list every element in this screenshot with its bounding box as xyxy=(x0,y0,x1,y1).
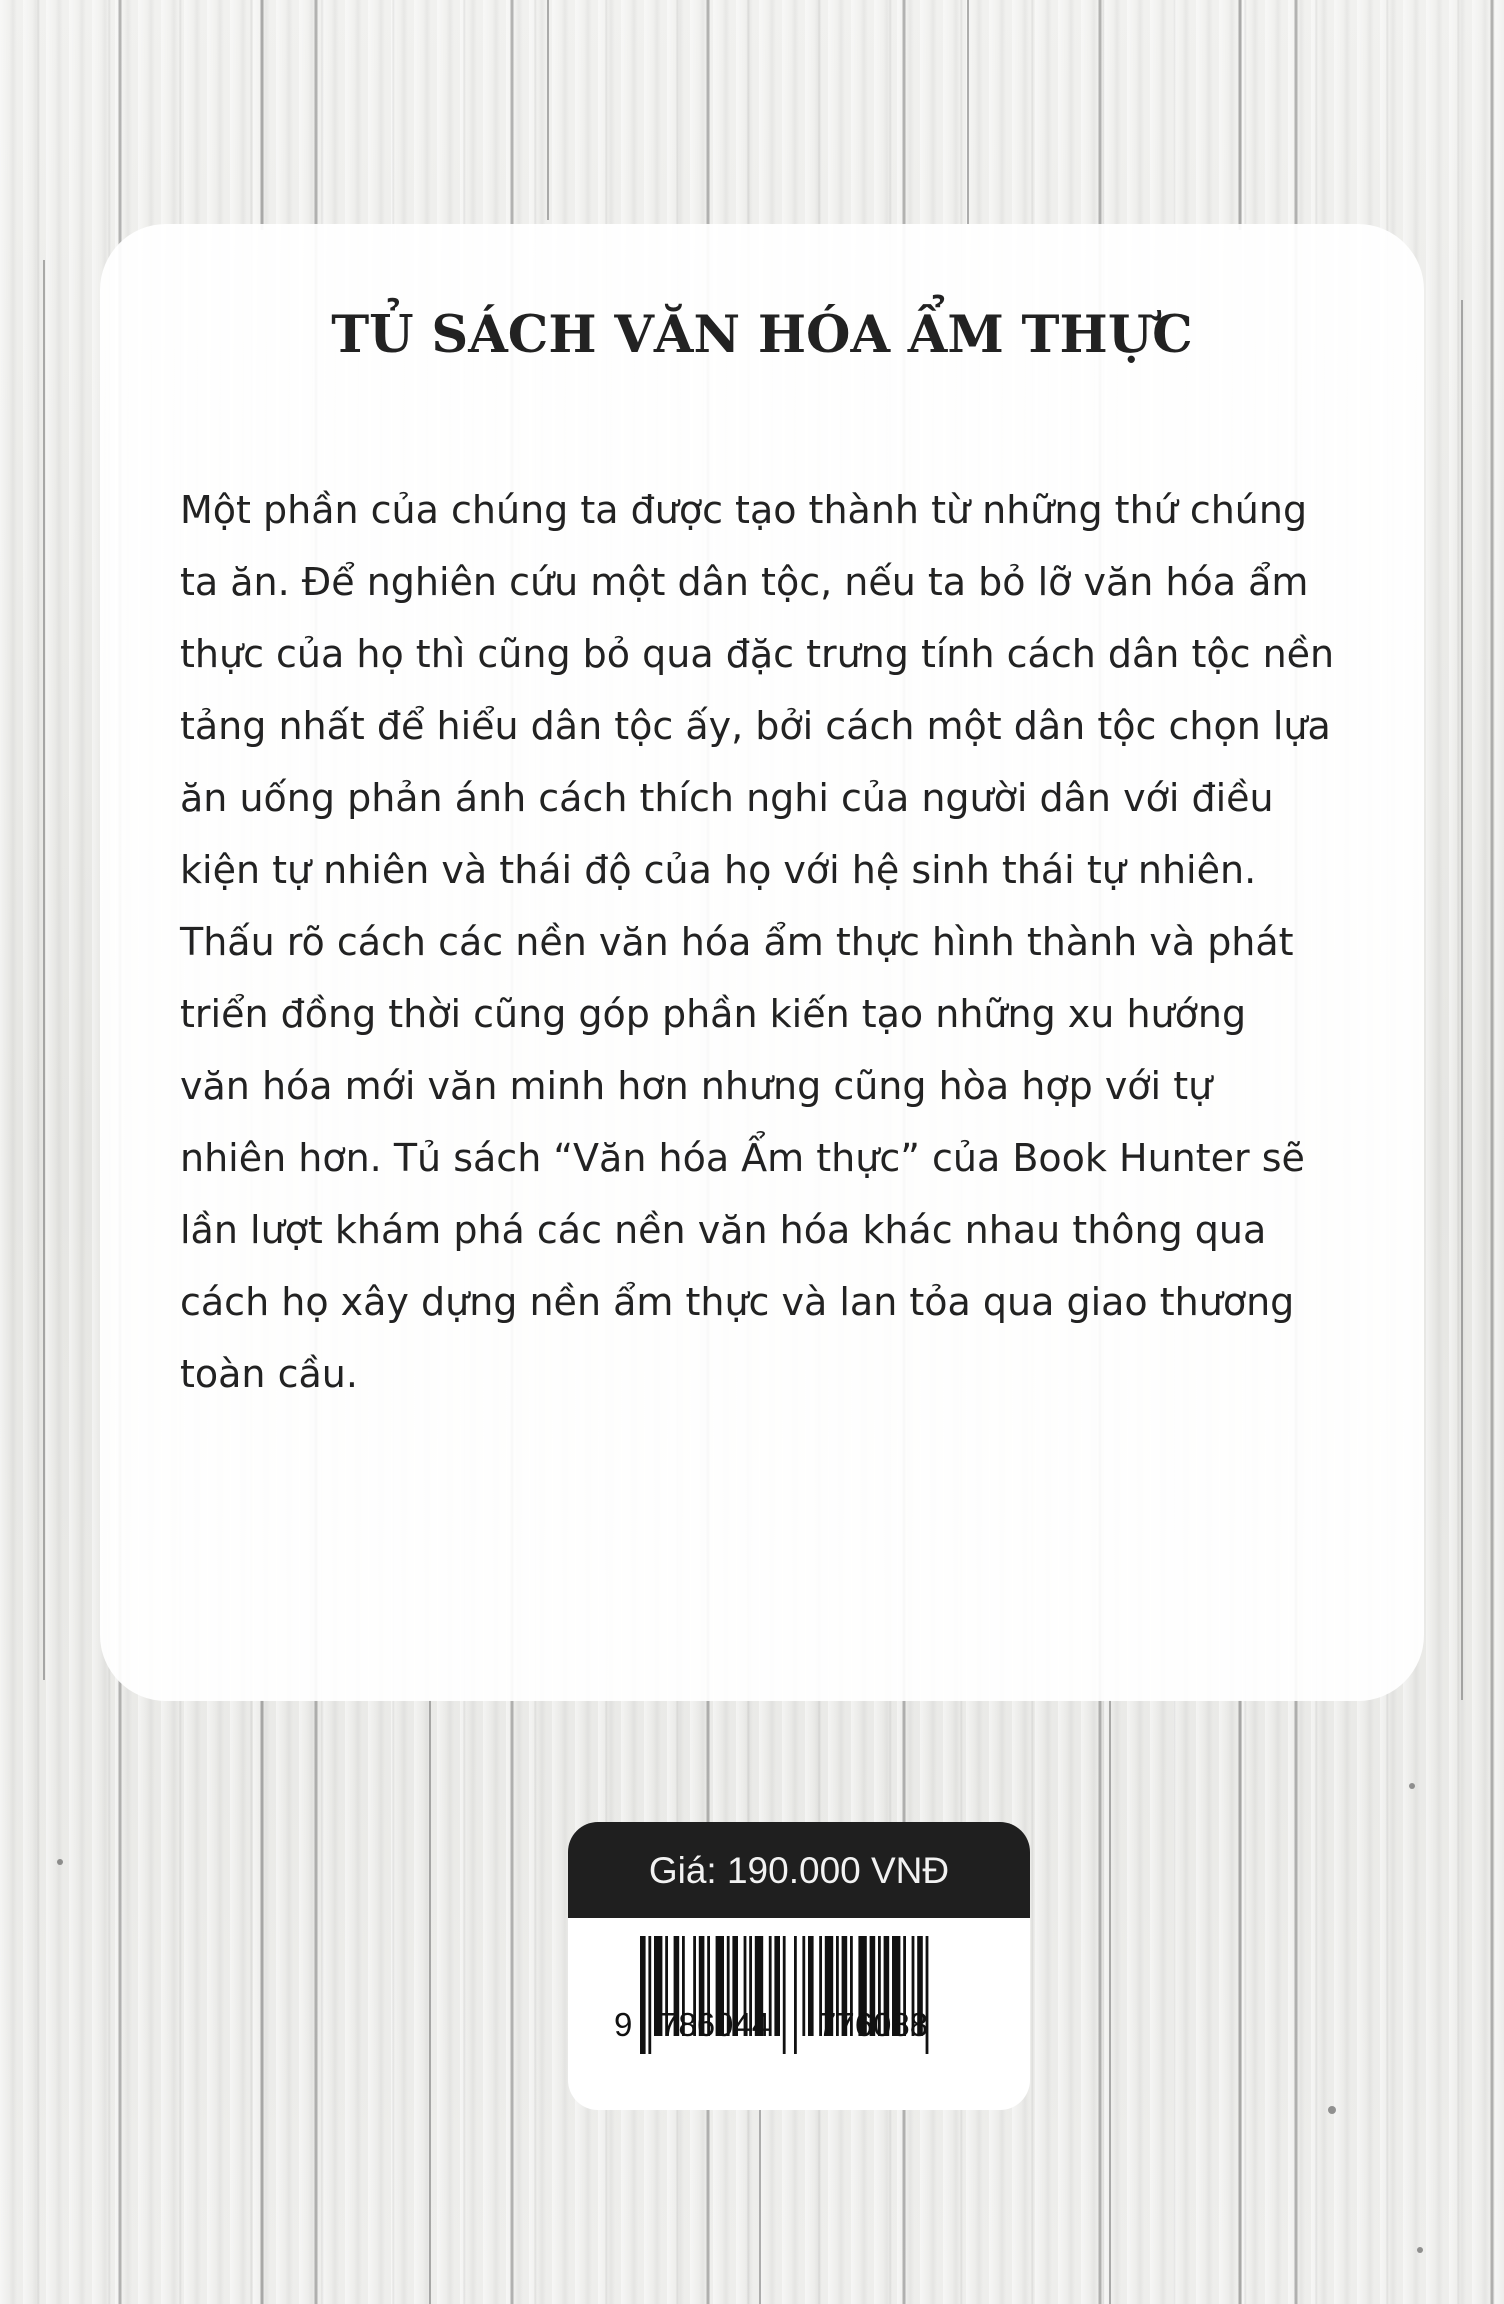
isbn-digit-first: 9 xyxy=(614,2006,633,2043)
description-line: tảng nhất để hiểu dân tộc ấy, bởi cách một dân tộc chọn lựa xyxy=(180,704,1331,748)
barcode-bar xyxy=(808,1936,814,2036)
description-line: toàn cầu. xyxy=(180,1352,358,1396)
description-line: kiện tự nhiên và thái độ của họ với hệ sinh thái tự nhiên. xyxy=(180,848,1257,892)
series-description xyxy=(180,474,1350,1410)
description-line: nhiên hơn. Tủ sách “Văn hóa Ẩm thực” của Book Hunter sẽ xyxy=(180,1136,1305,1180)
description-line: ta ăn. Để nghiên cứu một dân tộc, nếu ta bỏ lỡ văn hóa ẩm xyxy=(180,560,1309,604)
isbn-digits-left: 786044 xyxy=(660,2006,771,2043)
barcode-bar xyxy=(802,1936,805,2036)
barcode-bar xyxy=(648,1936,651,2054)
description-line: triển đồng thời cũng góp phần kiến tạo những xu hướng xyxy=(180,992,1247,1036)
description-line: văn hóa mới văn minh hơn nhưng cũng hòa hợp với tự xyxy=(180,1064,1213,1108)
description-line: cách họ xây dựng nền ẩm thực và lan tỏa qua giao thương xyxy=(180,1280,1295,1324)
series-title: TỦ SÁCH VĂN HÓA ẨM THỰC xyxy=(331,305,1193,365)
isbn-digits-right: 776088 xyxy=(818,2006,929,2043)
price-label: Giá: 190.000 VNĐ xyxy=(648,1850,950,1891)
description-line: ăn uống phản ánh cách thích nghi của người dân với điều xyxy=(180,776,1274,820)
description-line: lần lượt khám phá các nền văn hóa khác nhau thông qua xyxy=(180,1208,1267,1252)
description-line: Thấu rõ cách các nền văn hóa ẩm thực hình thành và phát xyxy=(180,920,1294,964)
barcode-bar xyxy=(783,1936,786,2054)
barcode-bar xyxy=(774,1936,780,2036)
description-line: Một phần của chúng ta được tạo thành từ những thứ chúng xyxy=(180,488,1308,532)
barcode-bar xyxy=(794,1936,797,2054)
barcode-bar xyxy=(640,1936,646,2054)
description-line: thực của họ thì cũng bỏ qua đặc trưng tính cách dân tộc nền xyxy=(180,632,1335,676)
